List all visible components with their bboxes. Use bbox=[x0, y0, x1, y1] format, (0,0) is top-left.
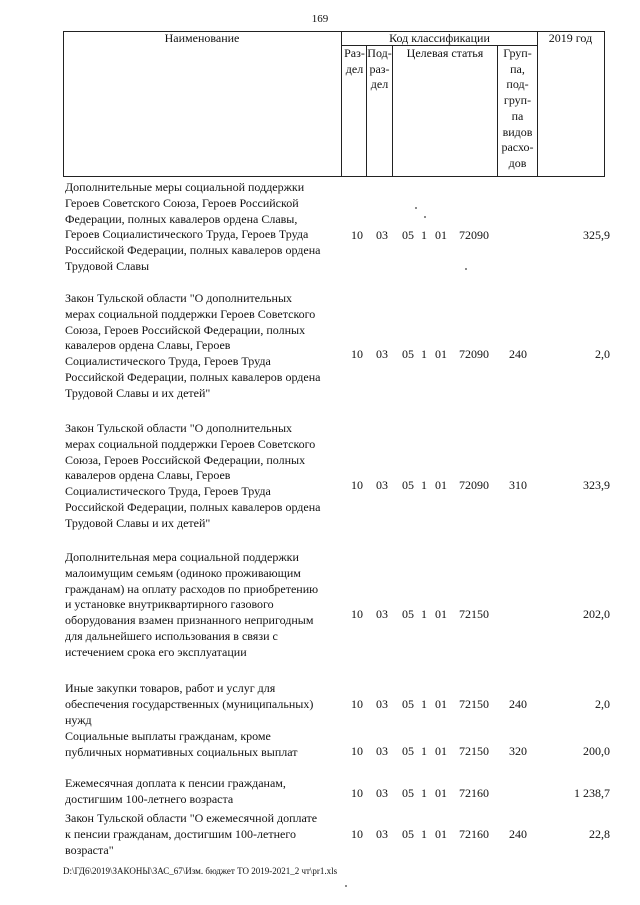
row-name-line: гражданам) на оплату расходов по приобретению bbox=[65, 581, 319, 596]
row-amount: 202,0 bbox=[583, 607, 610, 621]
header-code-group: Код классификации bbox=[389, 31, 490, 45]
row-podrazdel: 03 bbox=[376, 744, 388, 758]
row-name-line: истечением срока его эксплуатации bbox=[65, 644, 247, 659]
row-name-line: Федерации, полных кавалеров ордена Славы, bbox=[65, 211, 298, 226]
row-name-line: Социальные выплаты гражданам, кроме bbox=[65, 729, 271, 743]
row-cs2: 1 bbox=[421, 744, 427, 758]
row-razdel: 10 bbox=[351, 827, 363, 841]
row-name bbox=[65, 681, 347, 728]
row-name-line: публичных нормативных социальных выплат bbox=[65, 744, 298, 759]
header-group-line: па, bbox=[510, 61, 525, 76]
row-cs3: 01 bbox=[435, 827, 447, 841]
row-cs2: 1 bbox=[421, 697, 427, 711]
row-name-line: Закон Тульской области "О дополнительных bbox=[65, 421, 293, 435]
row-name-line: Трудовой Славы и их детей" bbox=[65, 515, 211, 530]
row-amount: 200,0 bbox=[583, 744, 610, 758]
row-amount: 1 238,7 bbox=[574, 786, 610, 800]
row-name-line: Российской Федерации, полных кавалеров ордена bbox=[65, 499, 321, 514]
row-podrazdel: 03 bbox=[376, 228, 388, 242]
row-name bbox=[65, 811, 347, 858]
row-amount: 22,8 bbox=[589, 827, 610, 841]
row-cs1: 05 bbox=[402, 786, 414, 800]
footer-file-path: D:\ГД6\2019\ЗАКОНЫ\ЗАС_67\Изм. бюджет ТО 2019-2021_2 чт\pr1.xls bbox=[63, 866, 338, 876]
row-amount: 2,0 bbox=[595, 697, 610, 711]
header-group-line: видов bbox=[502, 124, 533, 139]
row-cs1: 05 bbox=[402, 744, 414, 758]
page-number: 169 bbox=[311, 13, 329, 25]
header-target: Целевая статья bbox=[406, 46, 484, 60]
row-vid: 240 bbox=[509, 347, 527, 361]
row-cs1: 05 bbox=[402, 228, 414, 242]
row-name-line: достигшим 100-летнего возраста bbox=[65, 791, 234, 806]
row-name-line: мерах социальной поддержки Героев Советского bbox=[65, 436, 316, 451]
row-name-line: для дальнейшего использования в связи с bbox=[65, 628, 278, 643]
row-cs4: 72160 bbox=[459, 827, 489, 841]
row-name-line: Героев Советского Союза, Героев Российской bbox=[65, 195, 299, 210]
header-group-line: дов bbox=[508, 155, 527, 170]
row-amount: 2,0 bbox=[595, 347, 610, 361]
header-podrazdel-line: Под- bbox=[367, 46, 392, 60]
row-name-line: малоимущим семьям (одиноко проживающим bbox=[65, 565, 301, 580]
row-cs2: 1 bbox=[421, 786, 427, 800]
row-cs2: 1 bbox=[421, 827, 427, 841]
header-year: 2019 год bbox=[548, 31, 593, 45]
row-name-line: и установке внутриквартирного газового bbox=[65, 597, 274, 612]
row-podrazdel: 03 bbox=[376, 478, 388, 492]
row-cs3: 01 bbox=[435, 697, 447, 711]
row-name-line: Трудовой Славы bbox=[65, 258, 150, 273]
row-name-line: Российской Федерации, полных кавалеров ордена bbox=[65, 369, 321, 384]
row-name-line: Социалистического Труда, Героев Труда bbox=[65, 354, 271, 369]
row-cs3: 01 bbox=[435, 347, 447, 361]
row-name bbox=[65, 180, 347, 275]
row-name-line: Социалистического Труда, Героев Труда bbox=[65, 484, 271, 499]
row-amount: 325,9 bbox=[583, 228, 610, 242]
row-cs2: 1 bbox=[421, 607, 427, 621]
header-podrazdel-line: раз- bbox=[369, 61, 390, 76]
header-name: Наименование bbox=[164, 31, 240, 45]
header-group-line: под- bbox=[506, 77, 529, 92]
row-cs4: 72160 bbox=[459, 786, 489, 800]
row-cs1: 05 bbox=[402, 347, 414, 361]
row-podrazdel: 03 bbox=[376, 607, 388, 621]
row-cs1: 05 bbox=[402, 697, 414, 711]
header-group-line: груп- bbox=[503, 93, 532, 108]
row-cs4: 72090 bbox=[459, 478, 489, 492]
row-cs4: 72090 bbox=[459, 347, 489, 361]
row-vid: 240 bbox=[509, 827, 527, 841]
row-cs3: 01 bbox=[435, 786, 447, 800]
row-cs2: 1 bbox=[421, 478, 427, 492]
row-name-line: кавалеров ордена Славы, Героев bbox=[65, 338, 231, 353]
row-cs3: 01 bbox=[435, 744, 447, 758]
row-name-line: возраста" bbox=[65, 842, 114, 857]
header-razdel-line: Раз- bbox=[344, 46, 365, 60]
row-name bbox=[65, 776, 347, 808]
row-name bbox=[65, 550, 347, 661]
row-razdel: 10 bbox=[351, 786, 363, 800]
row-name-line: кавалеров ордена Славы, Героев bbox=[65, 468, 231, 483]
row-name-line: Союза, Героев Российской Федерации, полных bbox=[65, 322, 306, 337]
header-podrazdel-line: дел bbox=[370, 77, 389, 92]
row-cs3: 01 bbox=[435, 228, 447, 242]
row-name-line: Ежемесячная доплата к пенсии гражданам, bbox=[65, 776, 286, 790]
row-name bbox=[65, 421, 347, 532]
row-name-line: Героев Социалистического Труда, Героев Труда bbox=[65, 227, 309, 242]
row-podrazdel: 03 bbox=[376, 347, 388, 361]
row-cs4: 72150 bbox=[459, 744, 489, 758]
row-cs2: 1 bbox=[421, 347, 427, 361]
row-name-line: Дополнительная мера социальной поддержки bbox=[65, 550, 299, 564]
header-group-line: па bbox=[511, 108, 524, 123]
row-name-line: Союза, Героев Российской Федерации, полных bbox=[65, 452, 306, 467]
row-cs1: 05 bbox=[402, 607, 414, 621]
row-name-line: обеспечения государственных (муниципальных) bbox=[65, 696, 314, 711]
row-razdel: 10 bbox=[351, 744, 363, 758]
row-name bbox=[65, 729, 347, 761]
row-cs3: 01 bbox=[435, 478, 447, 492]
row-cs2: 1 bbox=[421, 228, 427, 242]
row-name-line: Закон Тульской области "О ежемесячной доплате bbox=[65, 811, 318, 825]
row-razdel: 10 bbox=[351, 607, 363, 621]
scan-speck bbox=[465, 268, 467, 270]
row-name-line: нужд bbox=[65, 712, 92, 727]
row-razdel: 10 bbox=[351, 228, 363, 242]
row-cs1: 05 bbox=[402, 478, 414, 492]
header-razdel-line: дел bbox=[345, 61, 364, 76]
row-podrazdel: 03 bbox=[376, 827, 388, 841]
row-name-line: Российской Федерации, полных кавалеров ордена bbox=[65, 243, 321, 258]
scan-speck bbox=[424, 216, 426, 218]
row-podrazdel: 03 bbox=[376, 786, 388, 800]
row-cs4: 72150 bbox=[459, 607, 489, 621]
row-razdel: 10 bbox=[351, 697, 363, 711]
scan-speck bbox=[345, 885, 347, 887]
row-name bbox=[65, 291, 347, 402]
row-name-line: Трудовой Славы и их детей" bbox=[65, 385, 211, 400]
row-cs4: 72090 bbox=[459, 228, 489, 242]
row-vid: 320 bbox=[509, 744, 527, 758]
row-razdel: 10 bbox=[351, 478, 363, 492]
row-name-line: Закон Тульской области "О дополнительных bbox=[65, 291, 293, 305]
row-name-line: Иные закупки товаров, работ и услуг для bbox=[65, 681, 276, 695]
row-vid: 310 bbox=[509, 478, 527, 492]
scan-speck bbox=[415, 207, 417, 209]
row-cs4: 72150 bbox=[459, 697, 489, 711]
row-name-line: оборудования взамен признанного непригодным bbox=[65, 613, 314, 628]
row-cs3: 01 bbox=[435, 607, 447, 621]
header-group-line: Груп- bbox=[503, 46, 532, 60]
row-name-line: мерах социальной поддержки Героев Советского bbox=[65, 306, 316, 321]
row-podrazdel: 03 bbox=[376, 697, 388, 711]
row-razdel: 10 bbox=[351, 347, 363, 361]
header-group-line: расхо- bbox=[501, 140, 534, 155]
row-amount: 323,9 bbox=[583, 478, 610, 492]
row-vid: 240 bbox=[509, 697, 527, 711]
row-name-line: Дополнительные меры социальной поддержки bbox=[65, 180, 305, 194]
row-name-line: к пенсии гражданам, достигшим 100-летнего bbox=[65, 826, 296, 841]
row-cs1: 05 bbox=[402, 827, 414, 841]
